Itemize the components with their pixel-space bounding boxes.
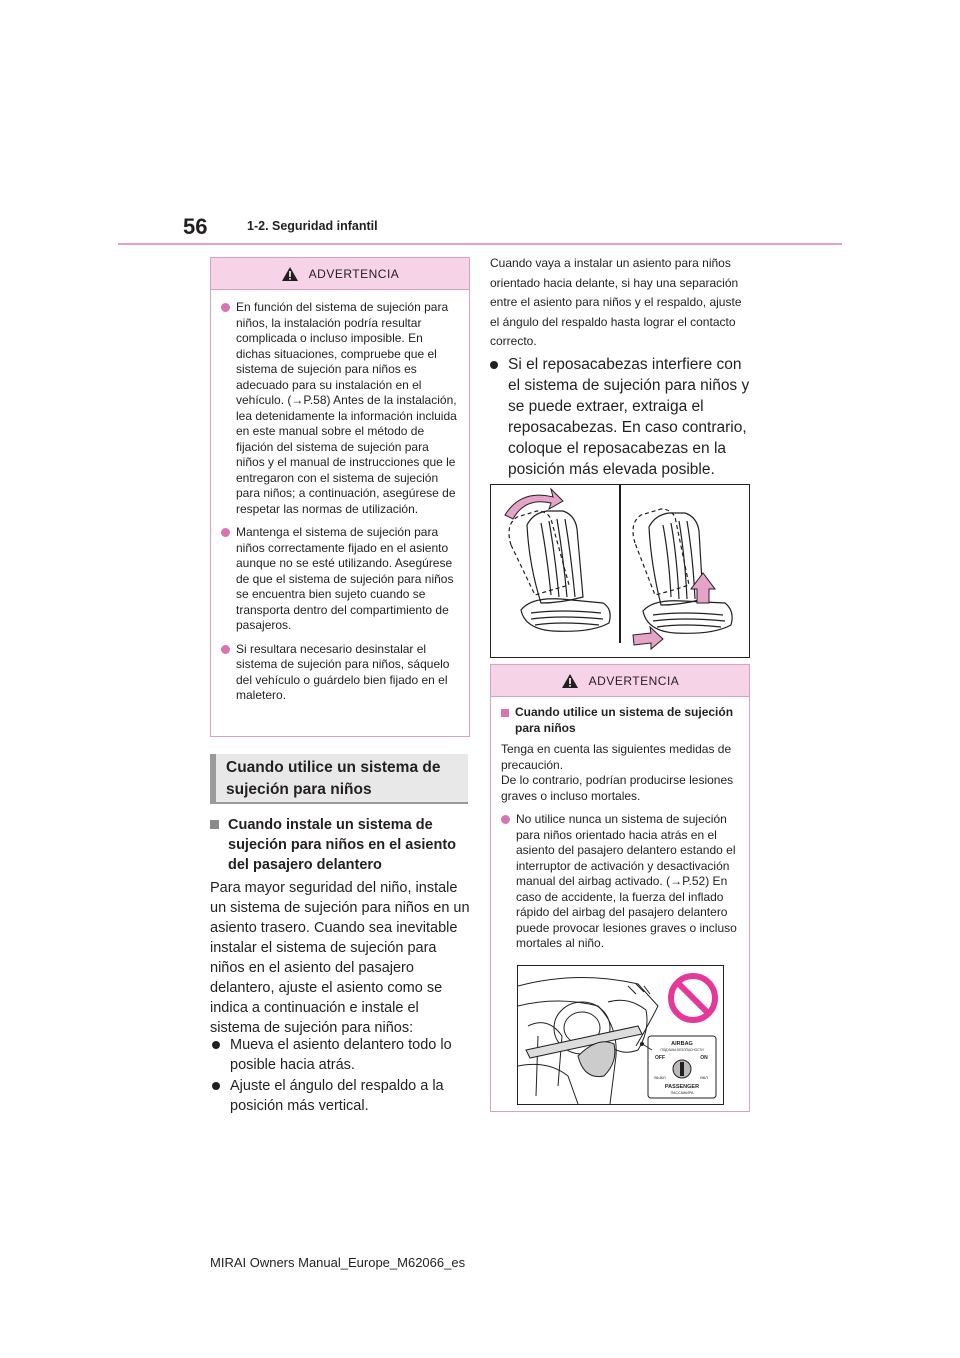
body-paragraph: Para mayor seguridad del niño, instale un sistema de sujeción para niños en un asiento trasero. Cuando sea inevitable instalar el sistema de sujeción para niños en el asiento del pasajero delantero, ajuste el asiento como se indica a continuación e instale el sistema de sujeción para niños: <box>210 880 470 1036</box>
footer-text: MIRAI Owners Manual_Europe_M62066_es <box>210 1255 466 1270</box>
warning-item: Si resultara necesario desinstalar el sistema de sujeción para niños, sáquelo del vehículo o guárdelo bien fijado en el maletero. <box>221 642 459 704</box>
warning-box-1 <box>210 257 470 737</box>
square-bullet-icon <box>501 709 509 717</box>
section-title: 1-2. Seguridad infantil <box>247 219 378 233</box>
airbag-label: AIRBAG <box>671 1041 693 1047</box>
warning-triangle-icon <box>561 673 579 689</box>
subheading: Cuando instale un sistema de sujeción para niños en el asiento del pasajero delantero <box>210 815 470 875</box>
bullet-dot-icon <box>221 528 230 537</box>
on-label-ru: ВКЛ <box>700 1075 708 1080</box>
off-label-ru: ВЫКЛ <box>654 1075 666 1080</box>
warning-header <box>211 258 469 290</box>
warning-title: ADVERTENCIA <box>588 673 680 688</box>
bullet-dot-icon <box>501 815 510 824</box>
seat-illustration <box>491 485 749 657</box>
airbag-illustration <box>518 966 723 1104</box>
body-paragraph: Cuando vaya a instalar un asiento para niños orientado hacia delante, si hay una separación entre el asiento para niños y el respaldo, ajuste el ángulo del respaldo hasta lograr el contacto correcto. <box>490 256 742 348</box>
page-number: 56 <box>183 214 208 239</box>
on-label: ON <box>700 1055 708 1061</box>
bullet-dot-icon <box>221 645 230 654</box>
list-item: Mueva el asiento delantero todo lo posible hacia atrás. <box>212 1035 470 1075</box>
airbag-switch-figure <box>517 965 724 1105</box>
warning-subheading: Cuando utilice un sistema de sujeción para niños <box>501 705 739 736</box>
bullet-dot-icon <box>212 1041 220 1049</box>
warning-title: ADVERTENCIA <box>308 266 400 281</box>
list-item: Ajuste el ángulo del respaldo a la posición más vertical. <box>212 1076 470 1116</box>
bullet-dot-icon <box>221 303 230 312</box>
warning-intro: Tenga en cuenta las siguientes medidas de precaución. De lo contrario, podrían producirse lesiones graves o incluso mortales. <box>501 742 734 803</box>
square-bullet-icon <box>210 820 219 829</box>
warning-item: En función del sistema de sujeción para niños, la instalación podría resultar complicada o incluso imposible. En dichas situaciones, compruebe que el sistema de sujeción para niños es adecuado para su instalación en el vehículo. (→P.58) Antes de la instalación, lea detenidamente la información incluida en este manual sobre el método de fijación del sistema de sujeción para niños y el manual de instrucciones que le entregaron con el sistema de sujeción para niños; a continuación, asegúrese de respetar las normas de utilización. <box>221 300 459 517</box>
passenger-label: PASSENGER <box>664 1084 700 1090</box>
seat-adjustment-figure <box>490 484 750 658</box>
header-rule <box>118 243 842 245</box>
airbag-label-ru: ПОДУШКА БЕЗОПАСНОСТИ <box>660 1048 704 1052</box>
prohibition-icon <box>671 976 715 1020</box>
off-label: OFF <box>655 1055 665 1061</box>
bullet-dot-icon <box>490 361 498 369</box>
section-banner: Cuando utilice un sistema de sujeción para niños <box>210 754 468 804</box>
warning-header <box>491 665 749 697</box>
passenger-label-ru: ПАССАЖИРА <box>670 1091 694 1095</box>
warning-item: Mantenga el sistema de sujeción para niños correctamente fijado en el asiento aunque no se esté utilizando. Asegúrese de que el sistema de sujeción para niños se encuentra bien sujeto cuando se transporta dentro del compartimiento de pasajeros. <box>221 525 459 634</box>
warning-triangle-icon <box>281 266 299 282</box>
list-item: Si el reposacabezas interfiere con el sistema de sujeción para niños y se puede extraer, extraiga el reposacabezas. En caso contrario, coloque el reposacabezas en la posición más elevada posible. <box>490 354 752 480</box>
bullet-dot-icon <box>212 1082 220 1090</box>
warning-item: No utilice nunca un sistema de sujeción para niños orientado hacia atrás en el asiento del pasajero delantero estando el interruptor de activación y desactivación manual del airbag activado. (→P.52) En caso de accidente, la fuerza del inflado rápido del airbag del pasajero delantero puede provocar lesiones graves o incluso mortales al niño. <box>501 812 739 952</box>
